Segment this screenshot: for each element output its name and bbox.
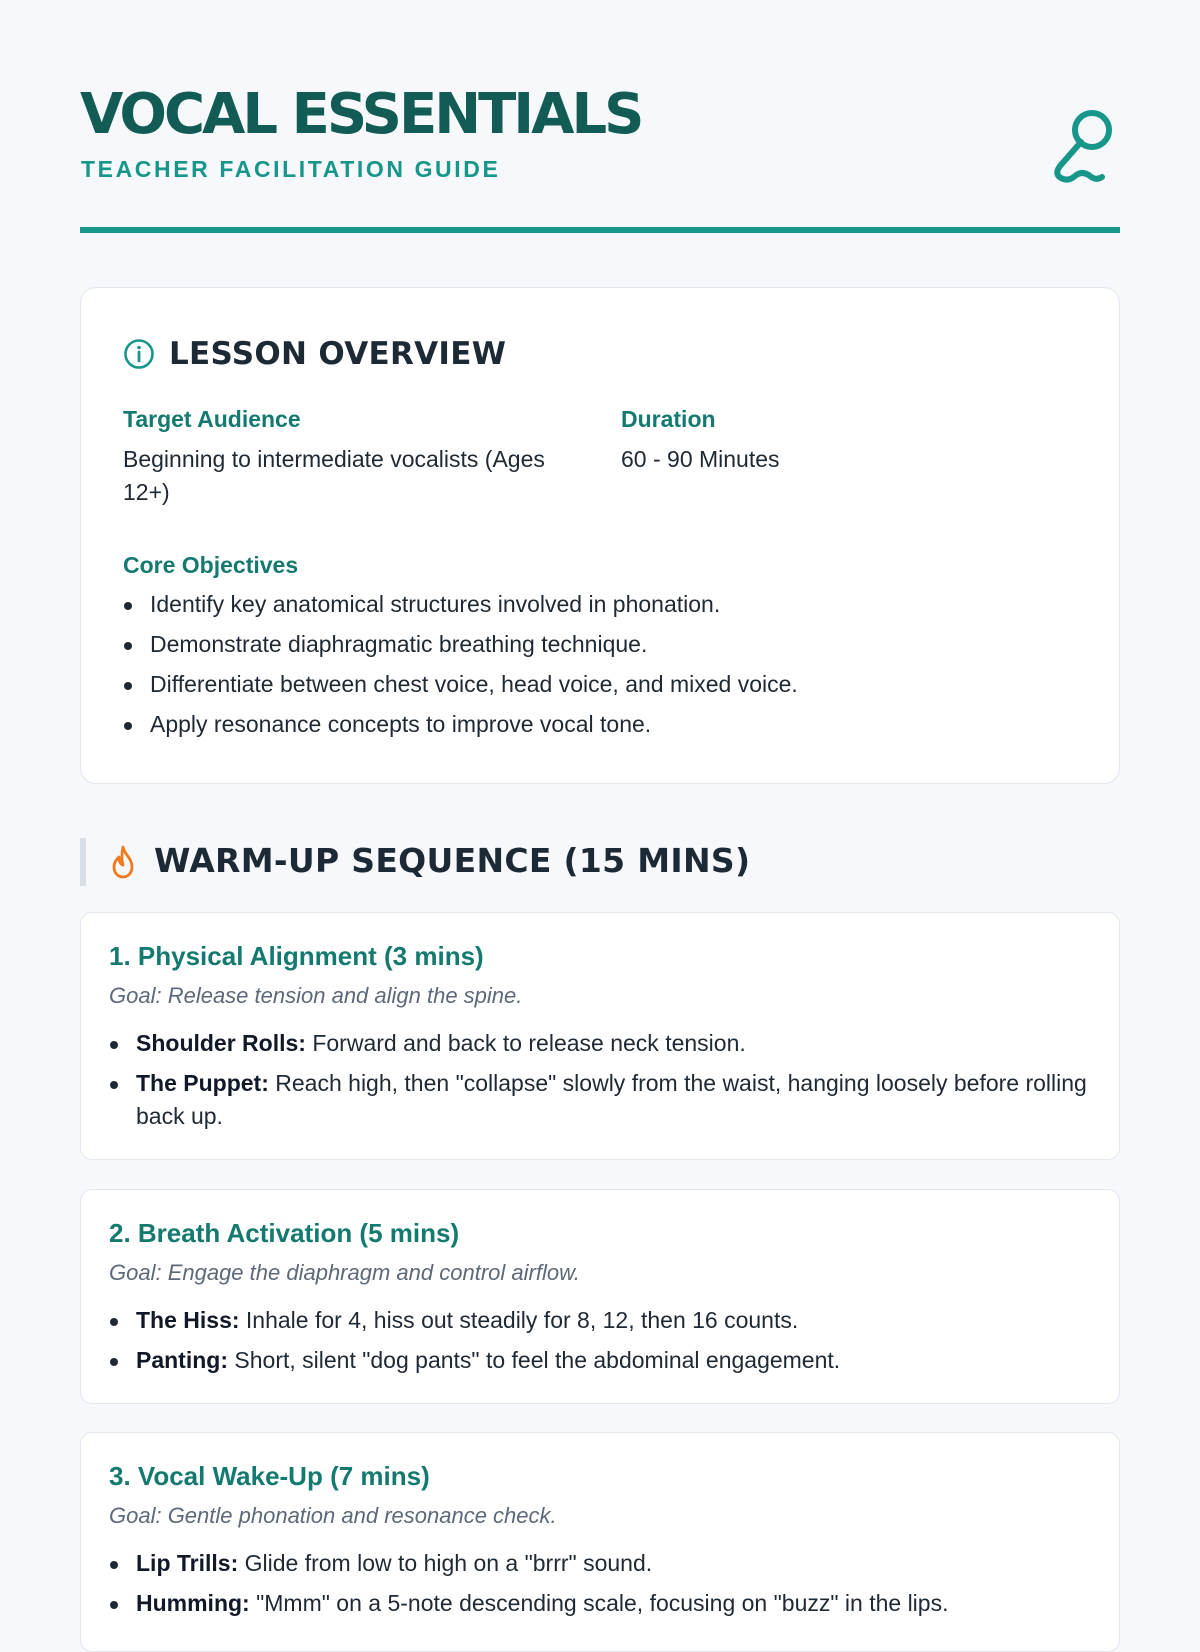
objective-item: Demonstrate diaphragmatic breathing technique. — [123, 628, 1073, 661]
activity-step — [109, 1547, 1099, 1580]
activity-title: 1. Physical Alignment (3 mins) — [109, 941, 484, 971]
activity-card-physical-alignment — [80, 912, 1120, 1160]
objective-item: Identify key anatomical structures involved in phonation. — [123, 588, 1073, 621]
step-text: Short, silent "dog pants" to feel the abdominal engagement. — [228, 1347, 841, 1373]
step-term: The Hiss: — [136, 1307, 240, 1333]
duration-value: 60 - 90 Minutes — [621, 446, 780, 472]
activity-steps — [109, 1304, 1099, 1384]
target-audience-label: Target Audience — [123, 406, 301, 432]
activity-goal: Goal: Engage the diaphragm and control airflow. — [109, 1260, 580, 1285]
step-term: Panting: — [136, 1347, 228, 1373]
activity-step — [109, 1344, 1099, 1377]
warmup-section-heading — [80, 835, 1120, 885]
page-header — [80, 0, 1120, 234]
activity-step — [109, 1587, 1099, 1620]
overview-heading — [123, 334, 506, 374]
activity-card-vocal-wake-up — [80, 1432, 1120, 1652]
flame-icon — [110, 845, 138, 879]
microphone-icon — [1050, 104, 1120, 186]
step-text: Inhale for 4, hiss out steadily for 8, 12, then 16 counts. — [239, 1307, 799, 1333]
page-subtitle: TEACHER FACILITATION GUIDE — [81, 156, 501, 182]
activity-step — [109, 1067, 1099, 1133]
step-term: Lip Trills: — [136, 1550, 239, 1576]
lesson-overview-card — [80, 287, 1120, 784]
warmup-section-title: WARM-UP SEQUENCE (15 MINS) — [154, 841, 751, 880]
duration-label: Duration — [621, 406, 716, 432]
overview-title: LESSON OVERVIEW — [169, 336, 507, 372]
activity-card-breath-activation — [80, 1189, 1120, 1404]
step-term: The Puppet: — [136, 1070, 269, 1096]
step-text: Glide from low to high on a "brrr" sound. — [238, 1550, 653, 1576]
section-accent-bar — [80, 838, 86, 886]
activity-step — [109, 1304, 1099, 1337]
guide-page — [80, 0, 1120, 1616]
objectives-list — [123, 588, 1073, 748]
core-objectives-label: Core Objectives — [123, 552, 299, 578]
step-text: Forward and back to release neck tension. — [305, 1030, 746, 1056]
objective-item: Differentiate between chest voice, head voice, and mixed voice. — [123, 668, 1073, 701]
step-term: Humming: — [136, 1590, 250, 1616]
activity-goal: Goal: Gentle phonation and resonance check. — [109, 1503, 557, 1528]
page-title: VOCAL ESSENTIALS — [80, 82, 642, 147]
step-term: Shoulder Rolls: — [136, 1030, 306, 1056]
objective-item: Apply resonance concepts to improve vocal tone. — [123, 708, 1073, 741]
activity-steps — [109, 1547, 1099, 1627]
header-divider — [80, 227, 1120, 233]
activity-title: 3. Vocal Wake-Up (7 mins) — [109, 1461, 430, 1491]
activity-steps — [109, 1027, 1099, 1140]
step-text: "Mmm" on a 5-note descending scale, focusing on "buzz" in the lips. — [249, 1590, 949, 1616]
activity-step — [109, 1027, 1099, 1060]
activity-title: 2. Breath Activation (5 mins) — [109, 1218, 460, 1248]
activity-goal: Goal: Release tension and align the spine. — [109, 983, 523, 1008]
step-text: Reach high, then "collapse" slowly from the waist, hanging loosely before rolling back up. — [136, 1070, 1087, 1129]
info-icon — [123, 338, 155, 370]
target-audience-value: Beginning to intermediate vocalists (Ages 12+) — [123, 446, 545, 505]
